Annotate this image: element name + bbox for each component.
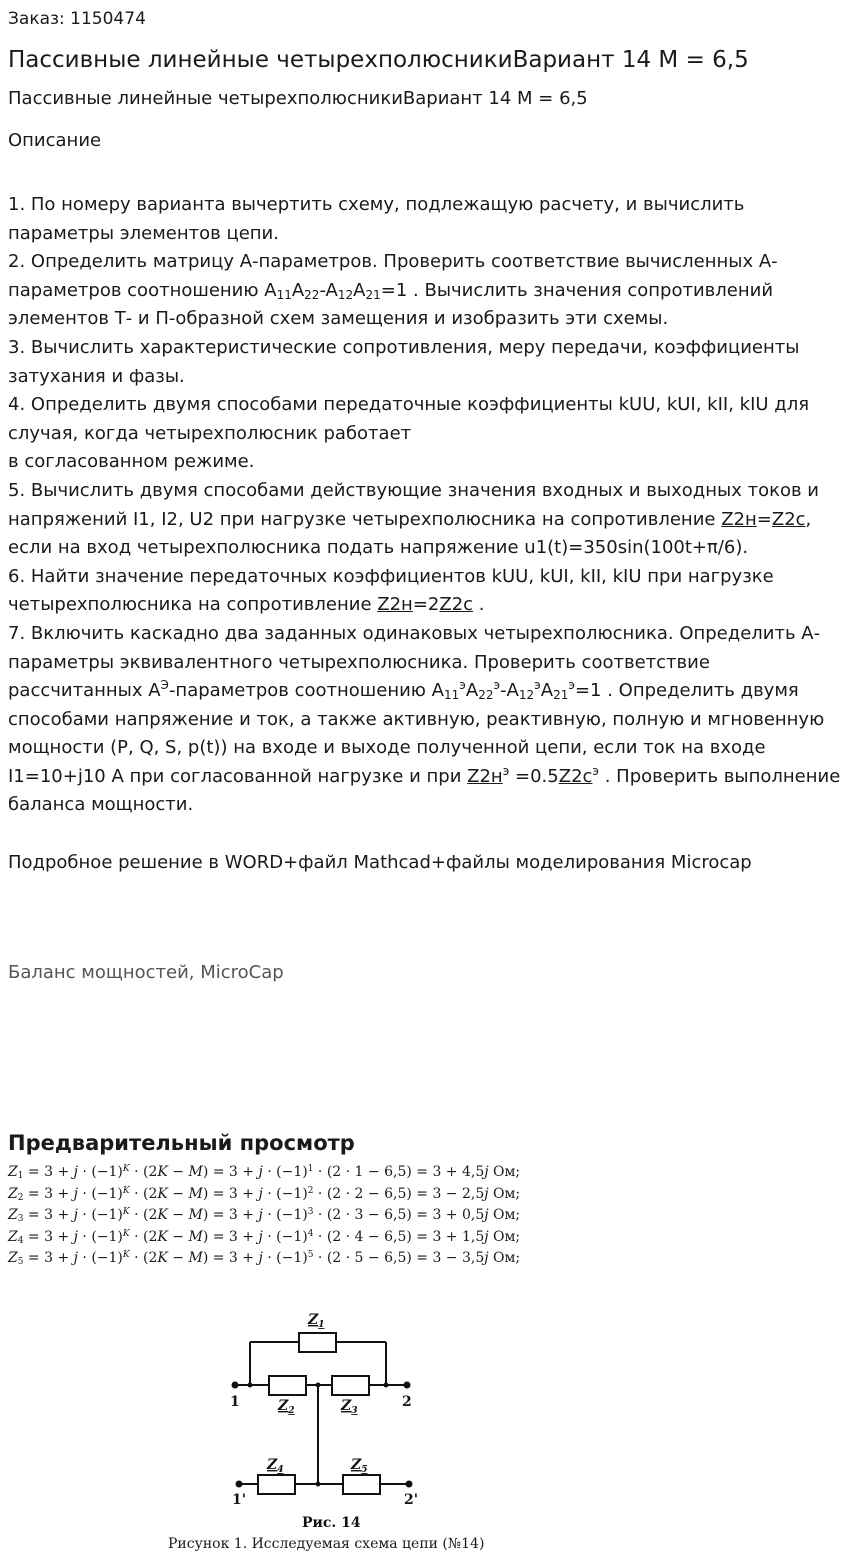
circuit-diagram bbox=[220, 1298, 430, 1528]
label-z3: $Z_3$ bbox=[341, 1398, 358, 1416]
resistor-z2 bbox=[269, 1376, 306, 1395]
task-4: 4. Определить двумя способами передаточные коэффициенты kUU, kUI, kII, kIU для случая, когда четырехполюсник работает в согласованном режиме. bbox=[8, 394, 810, 473]
task-list bbox=[8, 191, 844, 877]
node-label-1: 1 bbox=[230, 1394, 240, 1410]
preview-title: Предварительный просмотр bbox=[8, 1131, 355, 1155]
terminal-1 bbox=[232, 1382, 239, 1389]
label-z1: $Z_1$ bbox=[308, 1312, 325, 1330]
page-title: Пассивные линейные четырехполюсникиВариант 14 М = 6,5 bbox=[8, 47, 749, 73]
order-number: Заказ: 1150474 bbox=[8, 9, 146, 29]
resistor-z4 bbox=[258, 1475, 295, 1494]
formula-line: $Z_2 = 3 + j \cdot (-1)^K \cdot (2K - M) = 3 + j \cdot (-1)^2 \cdot (2 \cdot 2 - 6,5) = 3 - 2,5j$ Ом; bbox=[8, 1185, 521, 1203]
junction-dot bbox=[384, 1383, 389, 1388]
label-z2: $Z_2$ bbox=[278, 1398, 295, 1416]
formula-line: $Z_3 = 3 + j \cdot (-1)^K \cdot (2K - M) = 3 + j \cdot (-1)^3 \cdot (2 \cdot 3 - 6,5) = 3 + 0,5j$ Ом; bbox=[8, 1207, 521, 1224]
node-label-1-prime: 1' bbox=[232, 1492, 247, 1508]
terminal-1-prime bbox=[236, 1481, 243, 1488]
task-3: 3. Вычислить характеристические сопротивления, меру передачи, коэффициенты затухания и фазы. bbox=[8, 336, 800, 387]
tags: Баланс мощностей, MicroCap bbox=[8, 962, 284, 983]
task-6: 6. Найти значение передаточных коэффициентов kUU, kUI, kII, kIU при нагрузке четырехполюсника на сопротивление Z2н=2Z2с . bbox=[8, 565, 774, 616]
resistor-z5 bbox=[343, 1475, 380, 1494]
formula-line: $Z_4 = 3 + j \cdot (-1)^K \cdot (2K - M) = 3 + j \cdot (-1)^4 \cdot (2 \cdot 4 - 6,5) = 3 + 1,5j$ Ом; bbox=[8, 1228, 521, 1246]
terminal-2-prime bbox=[406, 1481, 413, 1488]
node-label-2: 2 bbox=[402, 1394, 412, 1410]
resistor-z1 bbox=[299, 1333, 336, 1352]
figure-caption: Рисунок 1. Исследуемая схема цепи (№14) bbox=[168, 1536, 485, 1552]
formula-block bbox=[8, 1162, 520, 1270]
formula-line: $Z_1 = 3 + j \cdot (-1)^K \cdot (2K - M) = 3 + j \cdot (-1)^1 \cdot (2 \cdot 1 - 6,5) = 3 + 4,5j$ Ом; bbox=[8, 1164, 521, 1181]
page-subtitle: Пассивные линейные четырехполюсникиВариант 14 М = 6,5 bbox=[8, 88, 588, 109]
task-7: 7. Включить каскадно два заданных одинаковых четырехполюсника. Определить А-параметры эквивалентного четырехполюсника. Проверить соответствие рассчитанных $А^Э$-параметров соотношению $A_{11}^эA_{22}^э-A_{12}^эA_{21}^э=1$ . Определить двумя способами напряжение и ток, а также активную, реактивную, полную и мгновенную мощности (P, Q, S, p(t)) на входе и выходе полученной цепи, если ток на входе I1=10+j10 А при согласованной нагрузке и при $Z2н^э =0.5Z2с^э$ . Проверить выполнение баланса мощности. bbox=[8, 622, 841, 816]
junction-dot bbox=[248, 1383, 253, 1388]
label-z4: $Z_4$ bbox=[267, 1457, 284, 1475]
junction-dot bbox=[316, 1482, 321, 1487]
formula-line: $Z_5 = 3 + j \cdot (-1)^K \cdot (2K - M) = 3 + j \cdot (-1)^5 \cdot (2 \cdot 5 - 6,5) = 3 - 3,5j$ Ом; bbox=[8, 1250, 521, 1267]
resistor-z3 bbox=[332, 1376, 369, 1395]
description-label: Описание bbox=[8, 130, 102, 151]
label-z5: $Z_5$ bbox=[351, 1457, 368, 1475]
solution-note: Подробное решение в WORD+файл Mathcad+файлы моделирования Microcap bbox=[8, 851, 752, 873]
task-1: 1. По номеру варианта вычертить схему, подлежащую расчету, и вычислить параметры элементов цепи. bbox=[8, 194, 745, 244]
junction-dot bbox=[316, 1383, 321, 1388]
node-label-2-prime: 2' bbox=[404, 1492, 419, 1508]
figure-number: Рис. 14 bbox=[302, 1515, 361, 1528]
task-2: 2. Определить матрицу А-параметров. Проверить соответствие вычисленных А-параметров соотношению $A_{11}A_{22}-A_{12}A_{21}=1$ . Вычислить значения сопротивлений элементов Т- и П-образной схем замещения и изобразить эти схемы. bbox=[8, 251, 778, 330]
terminal-2 bbox=[404, 1382, 411, 1389]
task-5: 5. Вычислить двумя способами действующие значения входных и выходных токов и напряжений I1, I2, U2 при нагрузке четырехполюсника на сопротивление Z2н=Z2с, если на вход четырехполюсника подать напряжение u1(t)=350sin(100t+π/6). bbox=[8, 479, 820, 559]
